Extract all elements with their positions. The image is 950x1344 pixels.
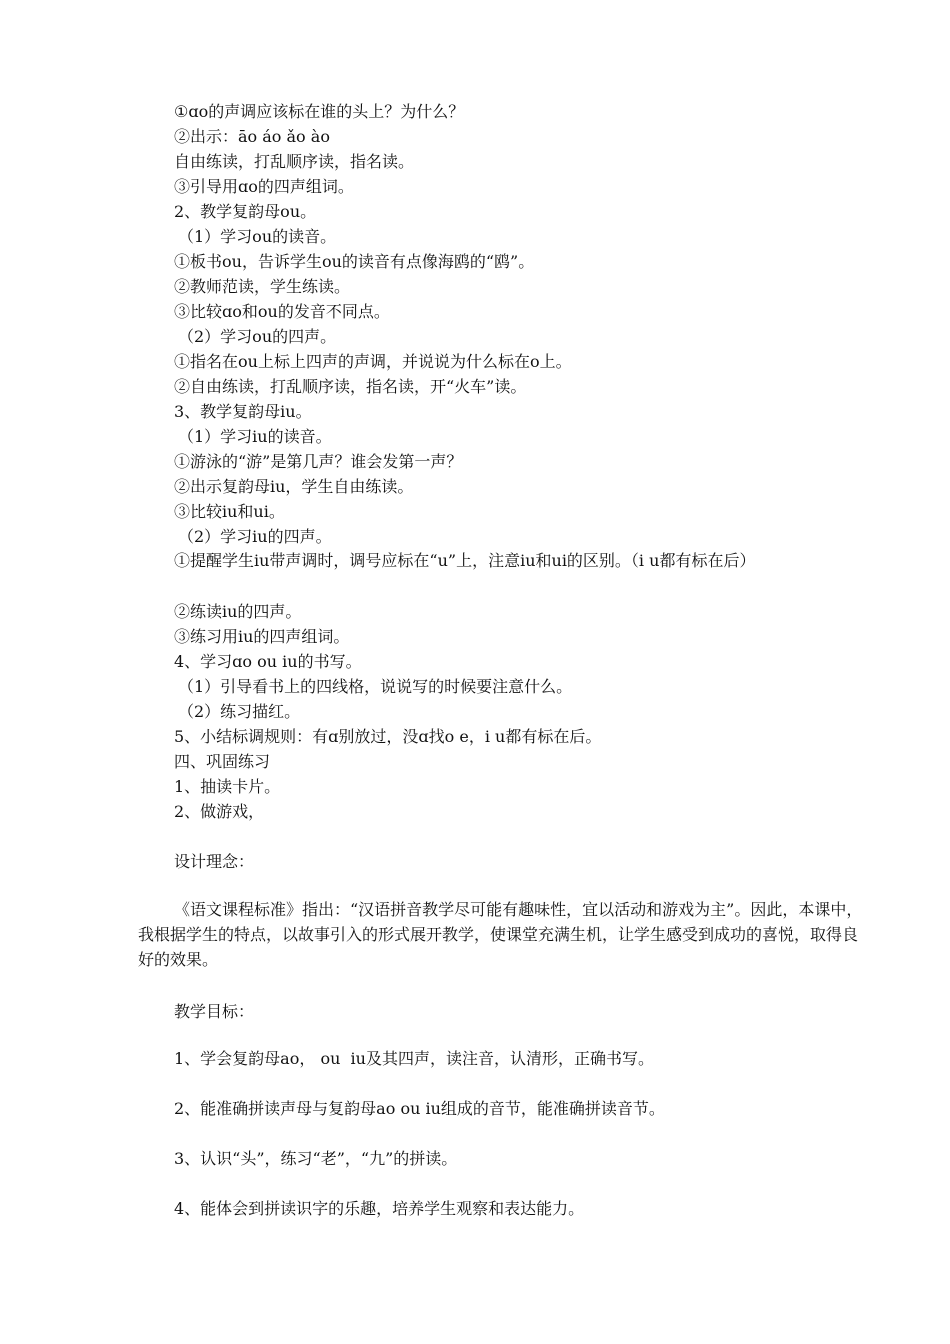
goal-item: 4、能体会到拼读识字的乐趣，培养学生观察和表达能力。 xyxy=(174,1199,585,1218)
text-line: 2、做游戏， xyxy=(174,802,265,821)
text-line: ②出示：āo áo ǎo ào xyxy=(174,127,330,146)
goals-heading: 教学目标： xyxy=(174,1002,255,1021)
text-line: ①指名在ou上标上四声的声调，并说说为什么标在o上。 xyxy=(174,352,572,371)
section-heading: 4、学习ɑo ou iu的书写。 xyxy=(174,652,362,671)
sub-heading: （2）学习iu的四声。 xyxy=(178,527,332,546)
text-line: ②教师范读，学生练读。 xyxy=(174,277,351,296)
text-line: 自由练读，打乱顺序读，指名读。 xyxy=(174,152,415,171)
text-line: ③练习用iu的四声组词。 xyxy=(174,627,350,646)
text-line: ③比较iu和ui。 xyxy=(174,502,285,521)
text-line: 1、抽读卡片。 xyxy=(174,777,281,796)
section-heading: 2、教学复韵母ou。 xyxy=(174,202,317,221)
text-line: ③比较ɑo和ou的发音不同点。 xyxy=(174,302,390,321)
sub-heading: （2）练习描红。 xyxy=(178,702,301,721)
sub-heading: （1）学习ou的读音。 xyxy=(178,227,337,246)
text-line: ①板书ou，告诉学生ou的读音有点像海鸥的“鸥”。 xyxy=(174,252,535,271)
section-heading: 3、教学复韵母iu。 xyxy=(174,402,312,421)
sub-heading: （1）学习iu的读音。 xyxy=(178,427,332,446)
text-line: ①ɑo的声调应该标在谁的头上？为什么？ xyxy=(174,102,465,121)
text-line: ②自由练读，打乱顺序读，指名读，开“火车”读。 xyxy=(174,377,527,396)
paragraph-iu-tone: ①提醒学生iu带声调时，调号应标在“u”上，注意iu和ui的区别。（i u都有标在后） xyxy=(174,551,756,570)
goal-item: 2、能准确拼读声母与复韵母ao ou iu组成的音节，能准确拼读音节。 xyxy=(174,1099,665,1118)
text-line: ③引导用ɑo的四声组词。 xyxy=(174,177,354,196)
design-heading: 设计理念： xyxy=(174,852,255,871)
text-line: ②出示复韵母iu，学生自由练读。 xyxy=(174,477,414,496)
section-heading: 5、小结标调规则：有ɑ别放过，没ɑ找o e，i u都有标在后。 xyxy=(174,727,602,746)
sub-heading: （1）引导看书上的四线格，说说写的时候要注意什么。 xyxy=(178,677,573,696)
goal-item: 3、认识“头”，练习“老”，“九”的拼读。 xyxy=(174,1149,458,1168)
goal-item: 1、学会复韵母ao， ou iu及其四声，读注音，认清形，正确书写。 xyxy=(174,1049,654,1068)
sub-heading: （2）学习ou的四声。 xyxy=(178,327,337,346)
text-line: ②练读iu的四声。 xyxy=(174,602,302,621)
design-paragraph: 《语文课程标准》指出：“汉语拼音教学尽可能有趣味性，宜以活动和游戏为主”。因此，本课中，我根据学生的特点，以故事引入的形式展开教学，使课堂充满生机，让学生感受到成功的喜悦，取得良好的效果。 xyxy=(138,900,863,969)
section-heading: 四、巩固练习 xyxy=(174,752,271,771)
text-line: ①游泳的“游”是第几声？谁会发第一声？ xyxy=(174,452,463,471)
